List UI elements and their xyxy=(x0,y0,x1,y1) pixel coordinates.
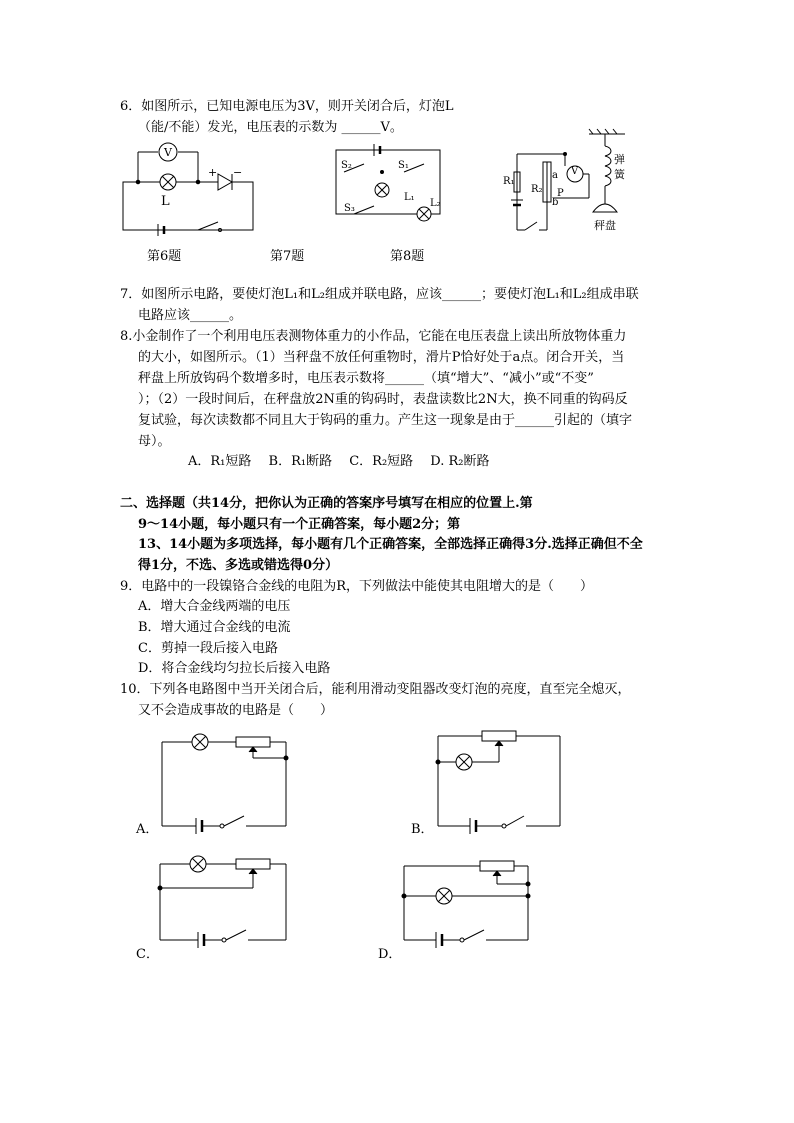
fig8-spring-label-1: 弹 xyxy=(614,153,625,166)
circuit-b xyxy=(436,728,566,833)
q8-line5: 复试验，每次读数都不同且大于钩码的重力。产生这一现象是由于______引起的（填字 xyxy=(138,413,633,428)
q9-option-c: C．剪掉一段后接入电路 xyxy=(138,641,278,656)
fig6-voltmeter-label: V xyxy=(164,146,172,159)
section2-line3: 13、14小题为多项选择，每小题有几个正确答案，全部选择正确得3分.选择正确但不全 xyxy=(138,537,643,552)
q8-options: A．R₁短路 B．R₁断路 C．R₂短路 D. R₂断路 xyxy=(188,454,490,469)
section2-line4: 得1分，不选、多选或错选得0分） xyxy=(138,558,339,573)
q7-line2: 电路应该______。 xyxy=(138,308,243,323)
fig8-pan-label: 秤盘 xyxy=(594,219,616,232)
fig7-s2: S₂ xyxy=(341,160,352,171)
figure-6-circuit xyxy=(118,140,258,240)
q9-stem: 9．电路中的一段镍铬合金线的电阻为R，下列做法中能使其电阻增大的是（ ） xyxy=(120,579,594,594)
fig7-l2: L₂ xyxy=(430,198,441,209)
q8-line3: 秤盘上所放钩码个数增多时，电压表示数将______（填“增大”、“减小”或“不变” xyxy=(138,371,594,386)
fig7-s3: S₃ xyxy=(344,203,355,214)
q10-line1: 10．下列各电路图中当开关闭合后，能利用滑动变阻器改变灯泡的亮度，直至完全熄灭， xyxy=(120,682,631,697)
fig8-r2: R₂ xyxy=(531,184,543,195)
figure-6-caption: 第6题 xyxy=(147,249,182,264)
section2-line2: 9～14小题，每小题只有一个正确答案，每小题2分；第 xyxy=(138,517,461,532)
figure-7-caption: 第7题 xyxy=(270,249,305,264)
fig7-l1: L₁ xyxy=(404,192,415,203)
fig6-minus: − xyxy=(233,166,243,179)
fig6-lamp-label: L xyxy=(161,194,170,209)
circuit-b-label: B． xyxy=(411,822,434,837)
q7-line1: 7．如图所示电路，要使灯泡L₁和L₂组成并联电路，应该______；要使灯泡L₁和L₂组成串联 xyxy=(120,287,639,302)
q10-line2: 又不会造成事故的电路是（ ） xyxy=(138,703,334,718)
fig8-r1: R₁ xyxy=(503,176,515,187)
fig8-spring-label-2: 簧 xyxy=(614,168,625,181)
circuit-a xyxy=(160,730,290,835)
q9-option-d: D．将合金线均匀拉长后接入电路 xyxy=(138,661,331,676)
fig8-voltmeter-label: V xyxy=(571,166,579,177)
circuit-d-label: D． xyxy=(378,947,402,962)
q9-option-b: B．增大通过合金线的电流 xyxy=(138,620,291,635)
fig7-s1: S₁ xyxy=(398,160,409,171)
section2-line1: 二、选择题（共14分，把你认为正确的答案序号填写在相应的位置上.第 xyxy=(120,496,533,511)
q8-line4: ）；（2）一段时间后，在秤盘放2N重的钩码时，表盘读数比2N大，换不同重的钩码反 xyxy=(138,392,628,407)
fig8-a: a xyxy=(552,170,558,181)
q8-line2: 的大小，如图所示。（1）当秤盘不放任何重物时，滑片P恰好处于a点。闭合开关，当 xyxy=(138,350,625,365)
circuit-c-label: C． xyxy=(136,947,159,962)
q8-line1: 8.小金制作了一个利用电压表测物体重力的小作品，它能在电压表盘上读出所放物体重力 xyxy=(120,329,627,344)
circuit-c xyxy=(158,852,290,952)
q8-line6: 母）。 xyxy=(138,434,171,449)
fig8-p: P xyxy=(557,188,564,199)
fig8-b: b xyxy=(552,197,559,208)
q9-option-a: A．增大合金线两端的电压 xyxy=(138,599,291,614)
fig6-plus: + xyxy=(208,166,218,179)
q6-line1: 6．如图所示，已知电源电压为3V，则开关闭合后，灯泡L xyxy=(120,99,454,114)
q6-line2: （能/不能）发光，电压表的示数为 ______V。 xyxy=(138,120,403,135)
circuit-a-label: A． xyxy=(136,822,159,837)
circuit-d xyxy=(402,856,532,956)
figure-8-caption: 第8题 xyxy=(390,249,425,264)
